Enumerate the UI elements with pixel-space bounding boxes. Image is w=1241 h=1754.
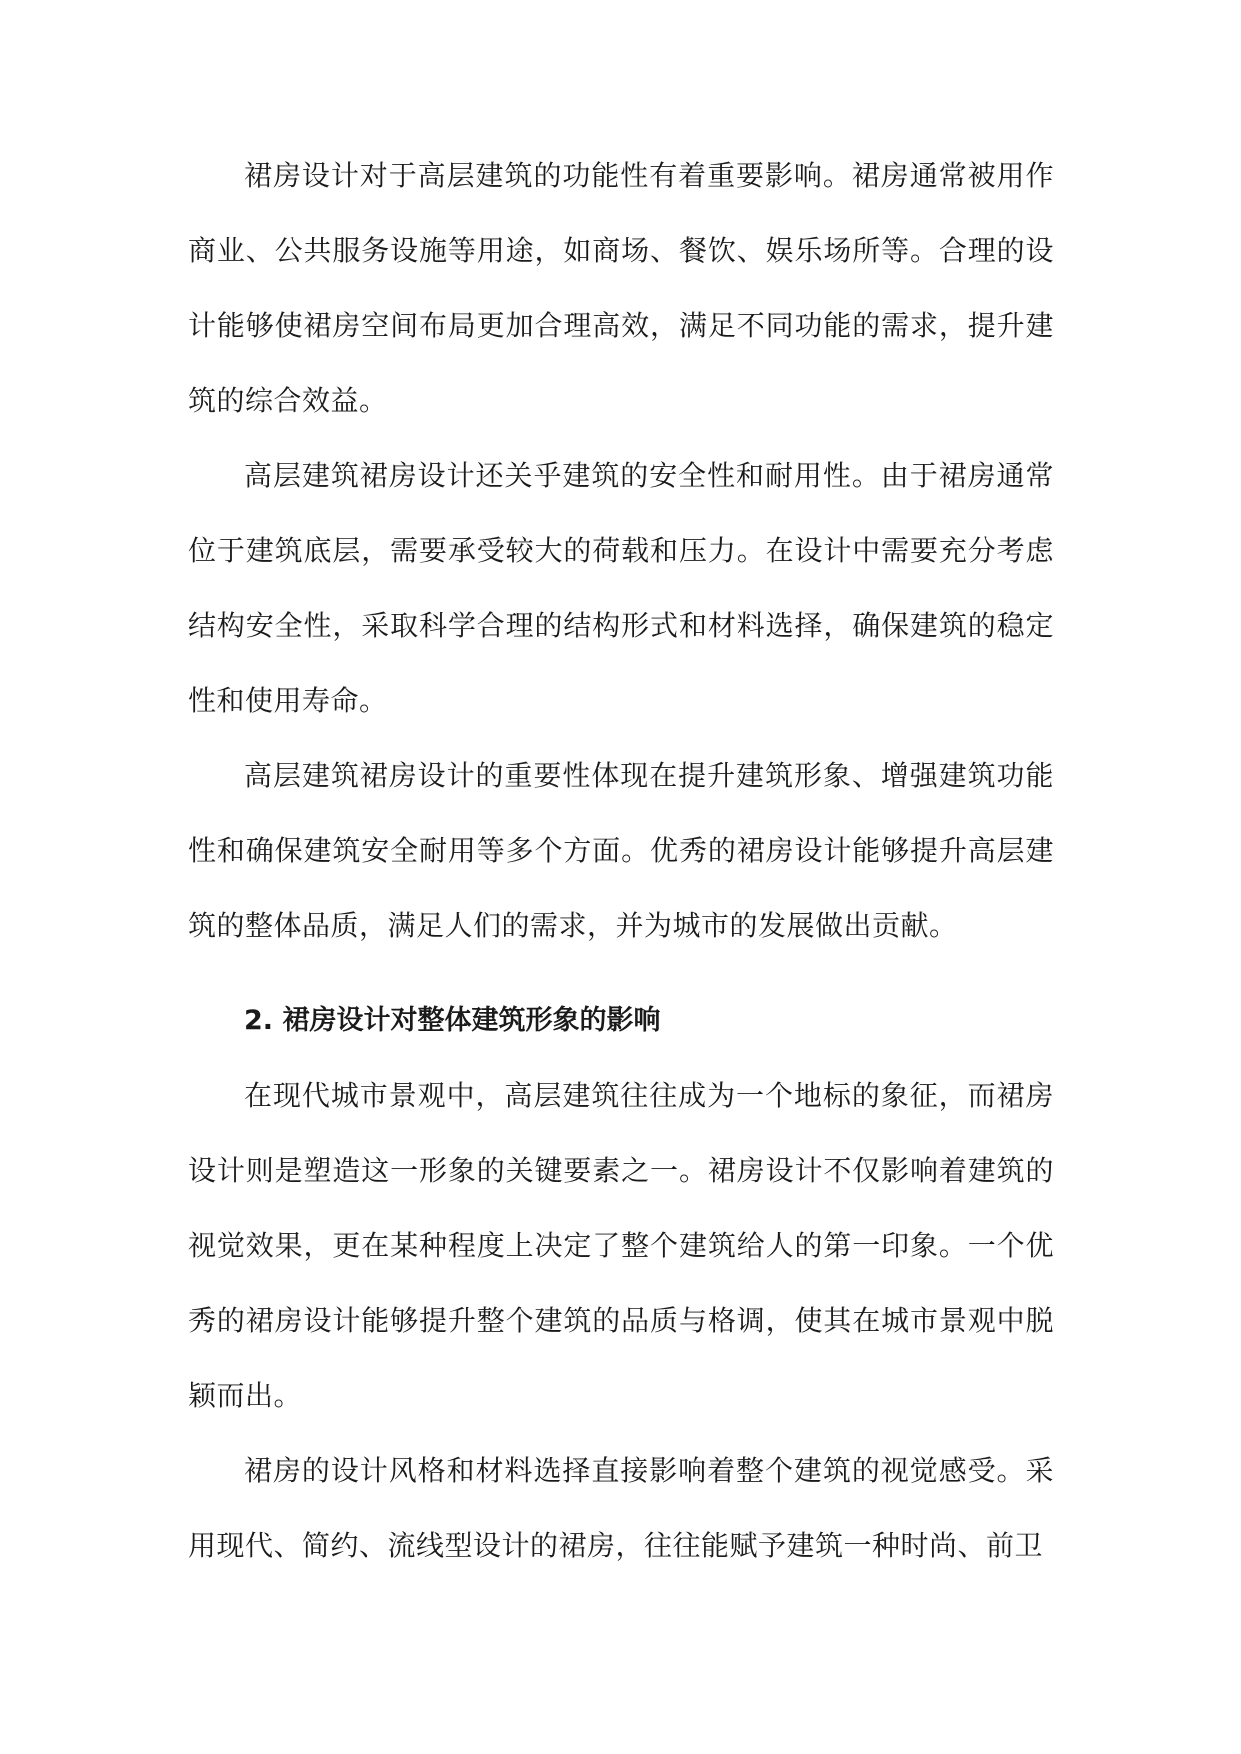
section-heading: 2. 裙房设计对整体建筑形象的影响 <box>244 1005 661 1036</box>
paragraph: 高层建筑裙房设计还关乎建筑的安全性和耐用性。由于裙房通常位于建筑底层，需要承受较大的荷载和压力。在设计中需要充分考虑结构安全性，采取科学合理的结构形式和材料选择，确保建筑的稳定性和使用寿命。 <box>188 459 1054 717</box>
document-page <box>188 138 1054 1583</box>
paragraph: 高层建筑裙房设计的重要性体现在提升建筑形象、增强建筑功能性和确保建筑安全耐用等多个方面。优秀的裙房设计能够提升高层建筑的整体品质，满足人们的需求，并为城市的发展做出贡献。 <box>188 759 1054 942</box>
paragraph: 裙房的设计风格和材料选择直接影响着整个建筑的视觉感受。采用现代、简约、流线型设计的裙房，往往能赋予建筑一种时尚、前卫 <box>188 1454 1054 1562</box>
paragraph: 裙房设计对于高层建筑的功能性有着重要影响。裙房通常被用作商业、公共服务设施等用途，如商场、餐饮、娱乐场所等。合理的设计能够使裙房空间布局更加合理高效，满足不同功能的需求，提升建筑的综合效益。 <box>188 159 1054 417</box>
paragraph: 在现代城市景观中，高层建筑往往成为一个地标的象征，而裙房设计则是塑造这一形象的关键要素之一。裙房设计不仅影响着建筑的视觉效果，更在某种程度上决定了整个建筑给人的第一印象。一个优秀的裙房设计能够提升整个建筑的品质与格调，使其在城市景观中脱颖而出。 <box>188 1079 1054 1412</box>
